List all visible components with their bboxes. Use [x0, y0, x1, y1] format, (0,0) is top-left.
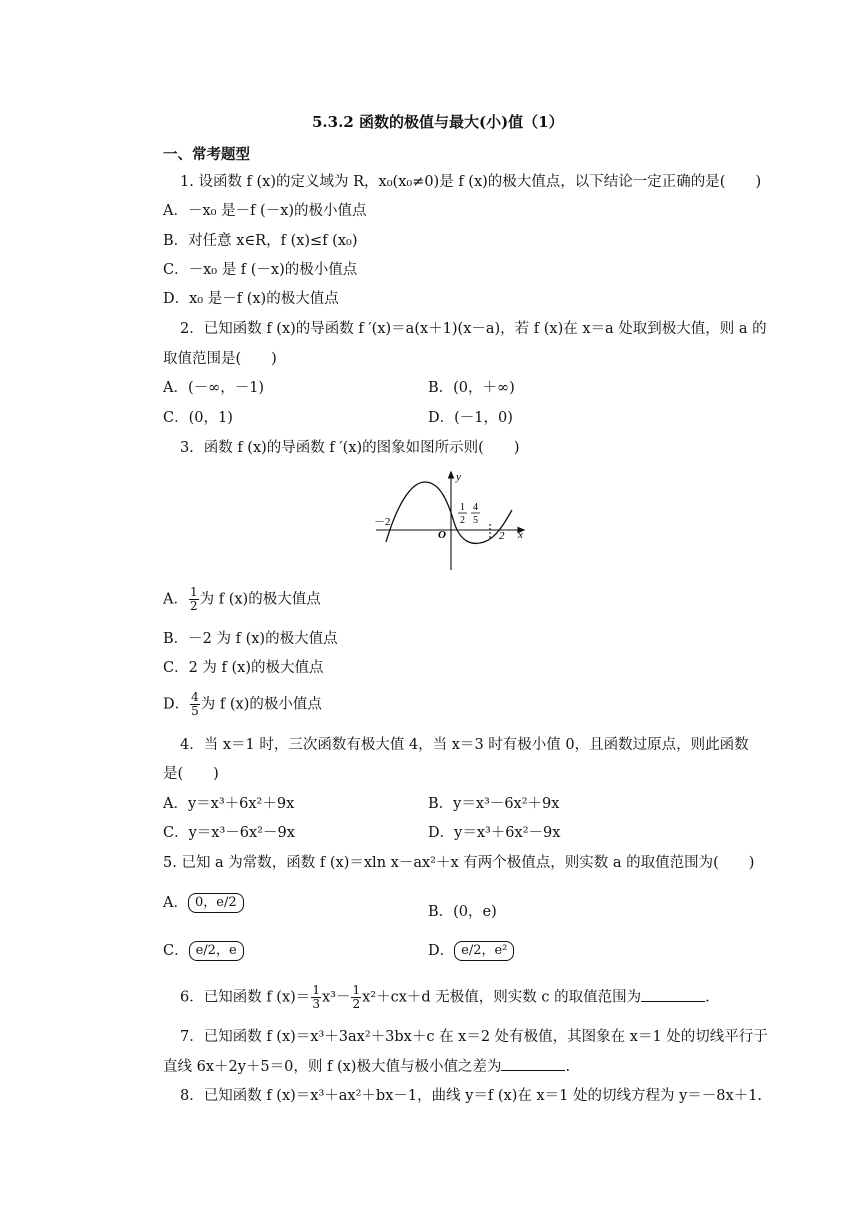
q4-option-c: C．y＝x³－6x²－9x: [163, 825, 295, 841]
q8-stem: 8．已知函数 f (x)＝x³＋ax²＋bx－1，曲线 y＝f (x)在 x＝1 处的切线方程为 y＝－8x＋1.: [180, 1088, 763, 1104]
derivative-graph: [372, 468, 532, 573]
q7-stem: 7．已知函数 f (x)＝x³＋3ax²＋3bx＋c 在 x＝2 处有极值，其图象在 x＝1 处的切线平行于: [180, 1029, 768, 1045]
q7-answer-blank[interactable]: [501, 1056, 565, 1071]
q1-stem: 1. 设函数 f (x)的定义域为 R，x₀(x₀≠0)是 f (x)的极大值点，以下结论一定正确的是( ): [180, 174, 762, 190]
q3-stem: 3．函数 f (x)的导函数 f ′(x)的图象如图所示则( ): [180, 440, 520, 456]
page-title: 5.3.2 函数的极值与最大(小)值（1）: [312, 113, 564, 131]
graph-origin: O: [438, 529, 446, 541]
graph-minus-two: －2: [374, 516, 391, 528]
q5-option-a: A． 0，e/2: [163, 886, 244, 920]
q5-option-b: B．(0，e): [428, 904, 497, 920]
q6-answer-blank[interactable]: [641, 987, 705, 1002]
q4-option-b: B．y＝x³－6x²＋9x: [428, 796, 560, 812]
q4-stem: 4．当 x＝1 时，三次函数有极大值 4，当 x＝3 时有极小值 0，且函数过原点，则此函数: [180, 737, 749, 753]
graph-fourfifths-num: 4: [473, 502, 478, 513]
graph-two: 2: [499, 530, 505, 542]
graph-fourfifths-den: 5: [473, 515, 478, 526]
q2-option-d: D．(－1，0): [428, 410, 513, 426]
q4-option-a: A．y＝x³＋6x²＋9x: [163, 796, 295, 812]
q1-option-b: B．对任意 x∈R，f (x)≤f (x₀): [163, 233, 358, 249]
q1-option-d: D．x₀ 是－f (x)的极大值点: [163, 291, 339, 307]
q2-option-b: B．(0，＋∞): [428, 380, 515, 396]
q5-option-d: D． e/2，e²: [428, 934, 514, 968]
q3-option-d: D． $\frac{4}{5}$ 为 f (x)的极小值点: [163, 690, 322, 718]
graph-half-num: 1: [460, 502, 465, 513]
q2-option-c: C．(0，1): [163, 410, 233, 426]
q2-stem-cont: 取值范围是( ): [163, 351, 277, 367]
graph-y-label: y: [456, 471, 461, 483]
q5-option-c: C． e/2，e: [163, 934, 244, 968]
q2-stem: 2．已知函数 f (x)的导函数 f ′(x)＝a(x＋1)(x－a)，若 f (x)在 x＝a 处取到极大值，则 a 的: [180, 321, 767, 337]
q4-option-d: D．y＝x³＋6x²－9x: [428, 825, 561, 841]
q5-stem: 5. 已知 a 为常数，函数 f (x)＝xln x－ax²＋x 有两个极值点，则实数 a 的取值范围为( ): [163, 855, 755, 871]
q3-option-b: B．－2 为 f (x)的极大值点: [163, 631, 338, 647]
q3-option-a: A． $\frac{1}{2}$ 为 f (x)的极大值点: [163, 585, 321, 613]
q3-option-c: C．2 为 f (x)的极大值点: [163, 660, 324, 676]
q6-stem: 6．已知函数 f (x)＝ $\frac{1}{3}$ x³－ $\frac{1}{2}$ x²＋cx＋d 无极值，则实数 c 的取值范围为 .: [180, 983, 710, 1011]
section-heading: 一、常考题型: [163, 146, 250, 163]
q7-stem-cont: 直线 6x＋2y＋5＝0，则 f (x)极大值与极小值之差为 .: [163, 1056, 570, 1077]
q4-stem-cont: 是( ): [163, 766, 219, 782]
q2-option-a: A．(－∞，－1): [163, 380, 265, 396]
q1-option-a: A．－x₀ 是－f (－x)的极小值点: [163, 203, 367, 219]
graph-half-den: 2: [460, 515, 465, 526]
graph-x-label: x: [518, 529, 523, 541]
q1-option-c: C．－x₀ 是 f (－x)的极小值点: [163, 262, 358, 278]
